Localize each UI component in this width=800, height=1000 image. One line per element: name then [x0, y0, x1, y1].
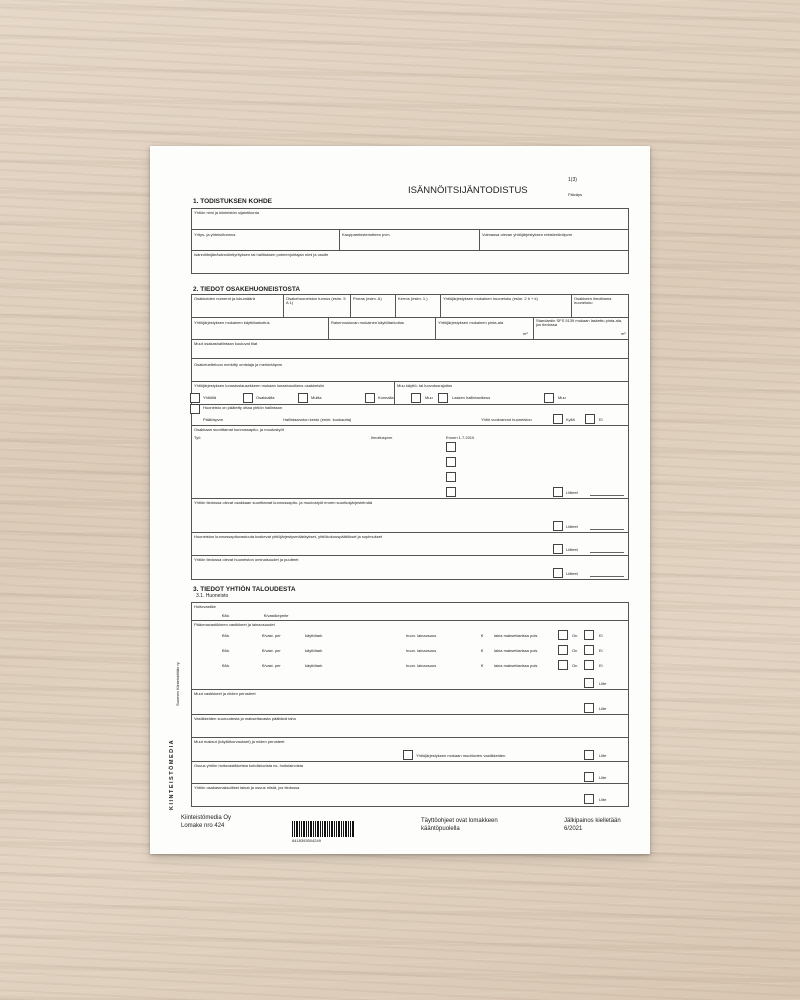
form-page: ISÄNNÖITSIJÄNTODISTUS 1(3) Päiväys 1. TODISTUKSEN KOHDE Yhtiön nimi ja kiinteistön sijaintikunta Yritys- ja yhteisötunnus Kaupparekisteriotteen pvm Voimassa olevan yhtiöjärjestyksen rekisteröintipvm Isännöitsijän/isännöintiyrityksen tai hallituksen puheenjohtajan nimi ja osoite 2. TIEDOT OSAKEHUONEISTOSTA Osakkeiden numerot ja lukumäärä Osakehuoneiston tunnus (esim. 5 A 1) Porras (esim. A) Kerros (esim. 1.) Yhtiöjärjestyksen mukainen huoneluku (esim. 2 h + k) Osakkeen ilmoittama huoneluku Yhtiöjärjestyksen mukainen käyttötarkoitus Rakennusluvan mukainen käyttötarkoitus Yhtiöjärjestyksen mukainen pinta-ala m² Standardin SFS 5139 mukaan laskettu pinta-ala, jos tiedossa m² Muut osakashallintaan kuuluvat tilat Osakeluetteloon merkitty omistaja ja merkintäpvm Yhtiöjärjestyksen lunastuslausekkeen mukaan lunastusoikeus osakkeisiin Yhtiöllä Osakkailla Muilla Muu käyttö- tai luovutusrajoitus Kunnalla Muu Lasken hallintaoikeus Muu Huoneisto on päätetty ottaa yhtiön hallintaan Päätöspvm Hallintaanoton kesto (enint. kuukautta) Yhtiö vuokrannut huoneiston Kyllä Ei Osakkaan suorittamat kunnossapito- ja muutostyöt Työ Ilmoituspvm Ennen 1.7.2010 Liitteet Yhtiön tiedossa olevat osakkaan suorittamat kunnossapito- ja muutostyöt ennen suoritusjärjestelmää Liitteet Huoneiston kunnossapitovastuuta koskevat yhtiöjärjestysmääräykset, yhtiökokouspäätökset ja sopimukset Liitteet Yhtiön tiedossa olevat huoneiston ominaisuudet ja puutteet Liitteet 3. TIEDOT YHTIÖN TALOUDESTA 3.1. Huoneisto Hoitovastike €/kk €/vastikepeite Pääomavastikkeen vastikkeet ja lainaosuudet €/kk €/vast. per käyttötark huon. lainaosuus € laina maksettavissa pois On Ei €/kk €/vast. per käyttötark huon. lainaosuus € laina maksettavissa pois On Ei €/kk €/vast. per käyttötark huon. lainaosuus € laina maksettavissa pois On Ei Liite Muut vastikkeet ja niiden perusteet Liite Vastikkeiden suoruudesta ja maksettavasta päättävä taho Muut maksut (käyttökorvaukset) ja niiden perusteet Yhtiöjärjestyksen mukaan muuttuvien vastikkeiden Liite Osuus yhtiön hoitovastikkeista kohdistuvista ns. hoitolainoista Liite Yhtiön osakasmaksulliset lainat ja osuus niistä, jos tiedossa Liite Suomen Kiinteistöliitto ry KIINTEISTÖMEDIA Kiinteistömedia Oy Lomake nro 424 6418393004249 Täyttöohjeet ovat lomakkeen kääntöpuolella Jälkipainos kielletään 6/2021: [150, 146, 650, 854]
capital-charges-label: Pääomavastikkeen vastikkeet ja lainaosuudet: [194, 622, 275, 627]
other-payments-attachment-checkbox[interactable]: [584, 750, 594, 760]
publisher-name: Kiinteistömedia Oy: [181, 815, 232, 821]
other-payments-label: Muut maksut (käyttökorvaukset) ja niiden perusteet: [194, 739, 285, 744]
charge-eur-month: €/kk: [222, 613, 230, 618]
side-logo-text: KIINTEISTÖMEDIA: [169, 738, 175, 810]
other-payments-attachment-label: Liite: [599, 753, 607, 758]
copyright-line-1: Jälkipainos kielletään: [564, 818, 621, 824]
notified-date-label: Ilmoituspvm: [371, 435, 393, 440]
usage-other2-label: Muu: [558, 395, 566, 400]
decided-works-attachment-label: Liitteet: [566, 547, 578, 552]
before-date-checkbox-2[interactable]: [446, 457, 456, 467]
maintenance-loans-attachment-label: Liite: [599, 775, 607, 780]
form-title: ISÄNNÖITSIJÄNTODISTUS: [408, 185, 528, 196]
usage-municipality-checkbox[interactable]: [365, 393, 375, 403]
decided-works-attachment-checkbox[interactable]: [553, 544, 563, 554]
loan-paid-yes-checkbox-3[interactable]: [558, 660, 568, 670]
loan-paid-yes-checkbox-2[interactable]: [558, 645, 568, 655]
renovations-attachment-label: Liitteet: [566, 490, 578, 495]
usage-limit-label: Muu käyttö- tai luovutusrajoitus: [397, 383, 453, 388]
capital-attachment-checkbox[interactable]: [584, 678, 594, 688]
company-name-label: Yhtiön nimi ja kiinteistön sijaintikunta: [194, 210, 259, 215]
other-charges-label: Muut vastikkeet ja niiden perusteet: [194, 691, 256, 696]
takeover-checkbox[interactable]: [190, 404, 200, 414]
charge-basis: €/vastikepeite: [264, 613, 289, 618]
barcode: [292, 821, 354, 837]
redemption-others-checkbox[interactable]: [298, 393, 308, 403]
company-loans-label: Yhtiön osakasmaksulliset lainat ja osuus niistä, jos tiedossa: [194, 785, 300, 790]
section3-title: 3. TIEDOT YHTIÖN TALOUDESTA: [193, 586, 296, 593]
other-spaces-label: Muut osakashallintaan kuuluvat tilat: [194, 341, 258, 346]
form-number: Lomake nro 424: [181, 823, 225, 829]
apartment-id-label: Osakehuoneiston tunnus (esim. 5 A 1): [286, 296, 346, 305]
decided-works-label: Huoneiston kunnossapitovastuuta koskevat yhtiöjärjestysmääräykset, yhtiökokouspäätökset ja sopimukset: [194, 534, 383, 539]
rent-yes-label: Kyllä: [566, 417, 575, 422]
renovations-label: Osakkaan suorittamat kunnossapito- ja muutostyöt: [194, 427, 284, 432]
sfs-area-label: Standardin SFS 5139 mukaan laskettu pinta-ala, jos tiedossa: [536, 318, 623, 328]
known-works-attachment-label: Liitteet: [566, 524, 578, 529]
section3-subtitle: 3.1. Huoneisto: [196, 593, 229, 599]
share-numbers-label: Osakkeiden numerot ja lukumäärä: [194, 296, 255, 301]
articles-date-label: Voimassa olevan yhtiöjärjestyksen rekisteröintipvm: [482, 232, 573, 237]
reported-rooms-label: Osakkeen ilmoittama huoneluku: [574, 296, 612, 305]
section1-title: 1. TODISTUKSEN KOHDE: [193, 198, 272, 205]
company-loans-attachment-checkbox[interactable]: [584, 794, 594, 804]
register-date-label: Kaupparekisteriotteen pvm: [342, 232, 390, 237]
area-label: Yhtiöjärjestyksen mukainen pinta-ala: [438, 320, 504, 325]
before-date-checkbox-3[interactable]: [446, 472, 456, 482]
known-works-label: Yhtiön tiedossa olevat osakkaan suorittamat kunnossapito- ja muutostyöt ennen suoritusjärjestelmää: [194, 500, 373, 505]
articles-charges-checkbox[interactable]: [403, 750, 413, 760]
maintenance-charge-label: Hoitovastike: [194, 604, 216, 609]
redemption-shareholders-checkbox[interactable]: [243, 393, 253, 403]
renovations-attachment-checkbox[interactable]: [553, 487, 563, 497]
staircase-label: Porras (esim. A): [353, 296, 382, 301]
usage-tenancy-label: Lasken hallintaoikeus: [452, 395, 491, 400]
usage-municipality-label: Kunnalla: [378, 395, 394, 400]
manager-label: Isännöitsijän/isännöintiyrityksen tai hallituksen puheenjohtajan nimi ja osoite: [194, 252, 329, 257]
date-label: Päiväys: [568, 192, 583, 197]
redemption-others-label: Muilla: [311, 395, 322, 400]
takeover-label: Huoneisto on päätetty ottaa yhtiön hallintaan: [203, 405, 282, 410]
other-charges-attachment-label: Liite: [599, 706, 607, 711]
articles-charges-label: Yhtiöjärjestyksen mukaan muuttuvien vastikkeiden: [416, 753, 506, 758]
takeover-date-label: Päätöspvm: [203, 417, 224, 422]
capital-attachment-label: Liite: [599, 681, 607, 686]
before-date-label: Ennen 1.7.2010: [446, 435, 475, 440]
instructions-line-1: Täyttöohjeet ovat lomakkeen: [421, 818, 498, 824]
section2-title: 2. TIEDOT OSAKEHUONEISTOSTA: [193, 286, 301, 293]
rooms-label: Yhtiöjärjestyksen mukainen huoneluku (esim. 2 h + k): [443, 296, 538, 301]
usage-tenancy-checkbox[interactable]: [438, 393, 448, 403]
rent-no-label: Ei: [599, 417, 603, 422]
usage-label: Yhtiöjärjestyksen mukainen käyttötarkoitus: [194, 320, 270, 325]
loan-paid-no-checkbox-3[interactable]: [584, 660, 594, 670]
floor-label: Kerros (esim. 1.): [398, 296, 428, 301]
before-date-checkbox-1[interactable]: [446, 442, 456, 452]
known-faults-attachment-label: Liitteet: [566, 571, 578, 576]
owners-label: Osakeluetteloon merkitty omistaja ja merkintäpvm: [194, 362, 283, 367]
before-date-checkbox-4[interactable]: [446, 487, 456, 497]
redemption-label: Yhtiöjärjestyksen lunastuslausekkeen mukaan lunastusoikeus osakkeisiin: [194, 383, 325, 388]
redemption-company-checkbox[interactable]: [190, 393, 200, 403]
barcode-number: 6418393004249: [292, 838, 321, 843]
loan-paid-yes-checkbox-1[interactable]: [558, 630, 568, 640]
rent-yes-checkbox[interactable]: [553, 414, 563, 424]
usage-other-label: Muu: [425, 395, 433, 400]
usage-other2-checkbox[interactable]: [544, 393, 554, 403]
business-id-label: Yritys- ja yhteisötunnus: [194, 232, 236, 237]
maintenance-loans-label: Osuus yhtiön hoitovastikkeista kohdistuvista ns. hoitolainoista: [194, 763, 303, 768]
known-faults-label: Yhtiön tiedossa olevat huoneiston ominaisuudet ja puutteet: [194, 557, 299, 562]
charge-decider-label: Vastikkeiden suoruudesta ja maksettavasta päättävä taho: [194, 716, 296, 721]
known-works-attachment-checkbox[interactable]: [553, 521, 563, 531]
usage-other-checkbox[interactable]: [411, 393, 421, 403]
loan-paid-no-checkbox-1[interactable]: [584, 630, 594, 640]
loan-paid-no-checkbox-2[interactable]: [584, 645, 594, 655]
maintenance-loans-attachment-checkbox[interactable]: [584, 772, 594, 782]
instructions-line-2: kääntöpuolella: [421, 826, 460, 832]
page-number: 1(3): [568, 177, 577, 183]
redemption-shareholders-label: Osakkailla: [256, 395, 275, 400]
copyright-line-2: 6/2021: [564, 826, 583, 832]
area-unit: m²: [523, 331, 528, 336]
permit-usage-label: Rakennusluvan mukainen käyttötarkoitus: [331, 320, 404, 325]
work-column-label: Työ: [194, 435, 201, 440]
section1-box: [191, 208, 629, 274]
redemption-company-label: Yhtiöllä: [203, 395, 217, 400]
other-charges-attachment-checkbox[interactable]: [584, 703, 594, 713]
company-rent-label: Yhtiö vuokrannut huoneiston: [481, 417, 532, 422]
known-faults-attachment-checkbox[interactable]: [553, 568, 563, 578]
company-loans-attachment-label: Liite: [599, 797, 607, 802]
sfs-area-unit: m²: [621, 331, 626, 336]
side-publisher-text: Suomen Kiinteistöliitto ry: [175, 662, 180, 706]
takeover-duration-label: Hallintaanoton kesto (enint. kuukautta): [283, 417, 352, 422]
rent-no-checkbox[interactable]: [585, 414, 595, 424]
